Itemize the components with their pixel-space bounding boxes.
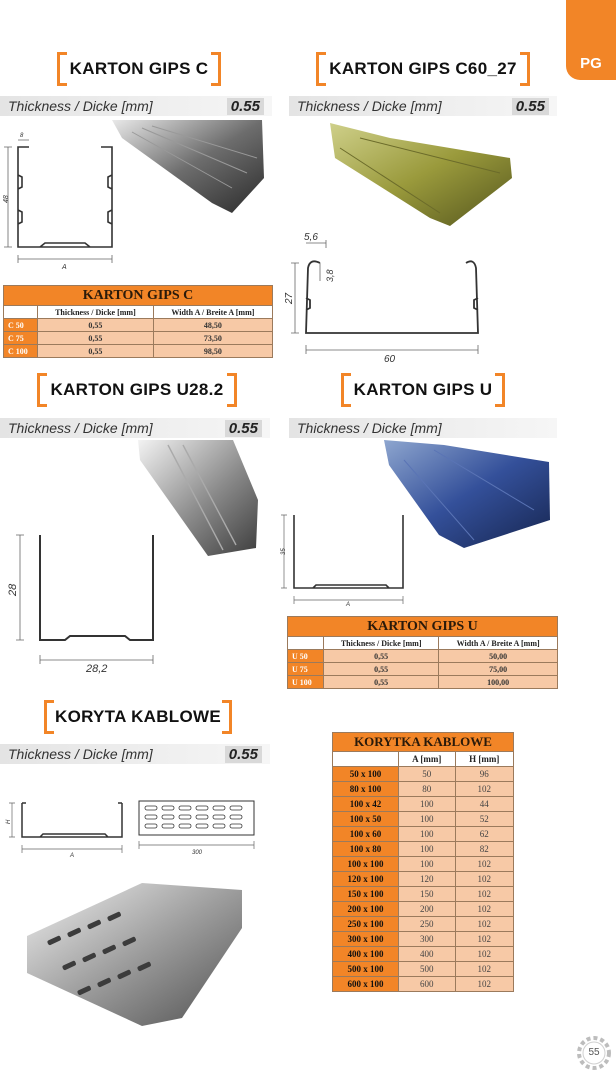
col-header: H [mm] bbox=[455, 752, 513, 767]
thickness-label: Thickness / Dicke [mm] bbox=[8, 98, 153, 114]
dim-width: 60 bbox=[384, 354, 396, 363]
bracket-left bbox=[44, 700, 54, 734]
bracket-left bbox=[57, 52, 67, 86]
table-row: 100 x 100 100 102 bbox=[333, 857, 514, 872]
section-title-karton-gips-c60 bbox=[316, 52, 530, 86]
bracket-right bbox=[520, 52, 530, 86]
section-title-karton-gips-c bbox=[57, 52, 221, 86]
section-title-text: KARTON GIPS U bbox=[353, 380, 493, 399]
table-row: 300 x 100 300 102 bbox=[333, 932, 514, 947]
table-row: 120 x 100 120 102 bbox=[333, 872, 514, 887]
dim-height: H bbox=[6, 819, 12, 824]
section-title-text: KORYTA KABLOWE bbox=[55, 707, 221, 726]
table-title: KARTON GIPS U bbox=[288, 617, 558, 637]
thickness-bar-u28 bbox=[0, 418, 270, 438]
section-title-karton-gips-u28 bbox=[37, 373, 237, 407]
dim-height: 48 bbox=[3, 195, 10, 203]
table-row: 100 x 80 100 82 bbox=[333, 842, 514, 857]
table-row: C 100 0,55 98,50 bbox=[4, 345, 273, 358]
dim-width: A bbox=[70, 853, 75, 859]
thickness-bar-u bbox=[289, 418, 557, 438]
thickness-value: 0.55 bbox=[225, 746, 262, 763]
table-row: 250 x 100 250 102 bbox=[333, 917, 514, 932]
table-karton-gips-u bbox=[287, 616, 558, 689]
col-header: Width A / Breite A [mm] bbox=[153, 306, 272, 319]
bracket-left bbox=[316, 52, 326, 86]
profile-drawing-u28 bbox=[0, 530, 170, 675]
bracket-right bbox=[211, 52, 221, 86]
table-karton-gips-c bbox=[3, 285, 273, 358]
thickness-label: Thickness / Dicke [mm] bbox=[8, 746, 153, 762]
thickness-value: 0.55 bbox=[225, 420, 262, 437]
section-title-koryta-kablowe bbox=[44, 700, 232, 734]
tray-drawing-top bbox=[135, 798, 260, 856]
col-header: Thickness / Dicke [mm] bbox=[324, 637, 439, 650]
section-title-text: KARTON GIPS U28.2 bbox=[50, 380, 224, 399]
table-row: 400 x 100 400 102 bbox=[333, 947, 514, 962]
dim-width: A bbox=[346, 602, 351, 608]
thickness-label: Thickness / Dicke [mm] bbox=[8, 420, 153, 436]
col-header: A [mm] bbox=[399, 752, 456, 767]
dim-length: 300 bbox=[192, 850, 203, 856]
bracket-right bbox=[227, 373, 237, 407]
dim-height: 28 bbox=[7, 583, 19, 596]
table-row: 50 x 100 50 96 bbox=[333, 767, 514, 782]
thickness-label: Thickness / Dicke [mm] bbox=[297, 98, 442, 114]
dim-lip: 8 bbox=[20, 133, 24, 139]
bracket-right bbox=[222, 700, 232, 734]
table-row: 600 x 100 600 102 bbox=[333, 977, 514, 992]
dim-width: A bbox=[62, 264, 67, 270]
thickness-label: Thickness / Dicke [mm] bbox=[297, 420, 442, 436]
table-row: C 75 0,55 73,50 bbox=[4, 332, 273, 345]
dim-height: 27 bbox=[284, 292, 295, 304]
profile-drawing-c60 bbox=[280, 228, 490, 363]
table-row: 150 x 100 150 102 bbox=[333, 887, 514, 902]
table-row: 80 x 100 80 102 bbox=[333, 782, 514, 797]
profile-drawing-c bbox=[0, 125, 130, 270]
table-row: 500 x 100 500 102 bbox=[333, 962, 514, 977]
table-row: U 75 0,55 75,00 bbox=[288, 663, 558, 676]
profile-photo-c60 bbox=[330, 118, 520, 233]
table-row: 100 x 50 100 52 bbox=[333, 812, 514, 827]
tray-drawing-section bbox=[0, 795, 130, 860]
table-row: 200 x 100 200 102 bbox=[333, 902, 514, 917]
table-title: KARTON GIPS C bbox=[4, 286, 273, 306]
table-row: 100 x 42 100 44 bbox=[333, 797, 514, 812]
bracket-right bbox=[495, 373, 505, 407]
tray-photo bbox=[22, 878, 247, 1028]
page-number: 55 bbox=[588, 1047, 600, 1058]
thickness-bar-c bbox=[0, 96, 272, 116]
table-row: 100 x 60 100 62 bbox=[333, 827, 514, 842]
col-header: Thickness / Dicke [mm] bbox=[38, 306, 154, 319]
table-title: KORYTKA KABLOWE bbox=[333, 733, 514, 752]
bracket-left bbox=[341, 373, 351, 407]
dim-height: 35 bbox=[281, 548, 287, 555]
thickness-bar-kab bbox=[0, 744, 270, 764]
category-tab bbox=[566, 0, 616, 80]
dim-lip: 5,6 bbox=[304, 232, 318, 243]
profile-photo-c bbox=[112, 118, 267, 218]
section-title-text: KARTON GIPS C bbox=[69, 59, 209, 78]
dim-lip-height: 3,8 bbox=[325, 269, 335, 282]
table-row: U 100 0,55 100,00 bbox=[288, 676, 558, 689]
thickness-value: 0.55 bbox=[512, 98, 549, 115]
bracket-left bbox=[37, 373, 47, 407]
col-header: Width A / Breite A [mm] bbox=[439, 637, 558, 650]
table-row: C 50 0,55 48,50 bbox=[4, 319, 273, 332]
profile-drawing-u bbox=[278, 510, 413, 610]
table-row: U 50 0,55 50,00 bbox=[288, 650, 558, 663]
section-title-text: KARTON GIPS C60_27 bbox=[329, 59, 517, 78]
thickness-value: 0.55 bbox=[227, 98, 264, 115]
dim-width: 28,2 bbox=[86, 663, 108, 675]
category-tab-label: PG bbox=[580, 55, 602, 72]
section-title-karton-gips-u bbox=[341, 373, 505, 407]
thickness-bar-c60 bbox=[289, 96, 557, 116]
table-korytka-kablowe bbox=[332, 732, 514, 992]
